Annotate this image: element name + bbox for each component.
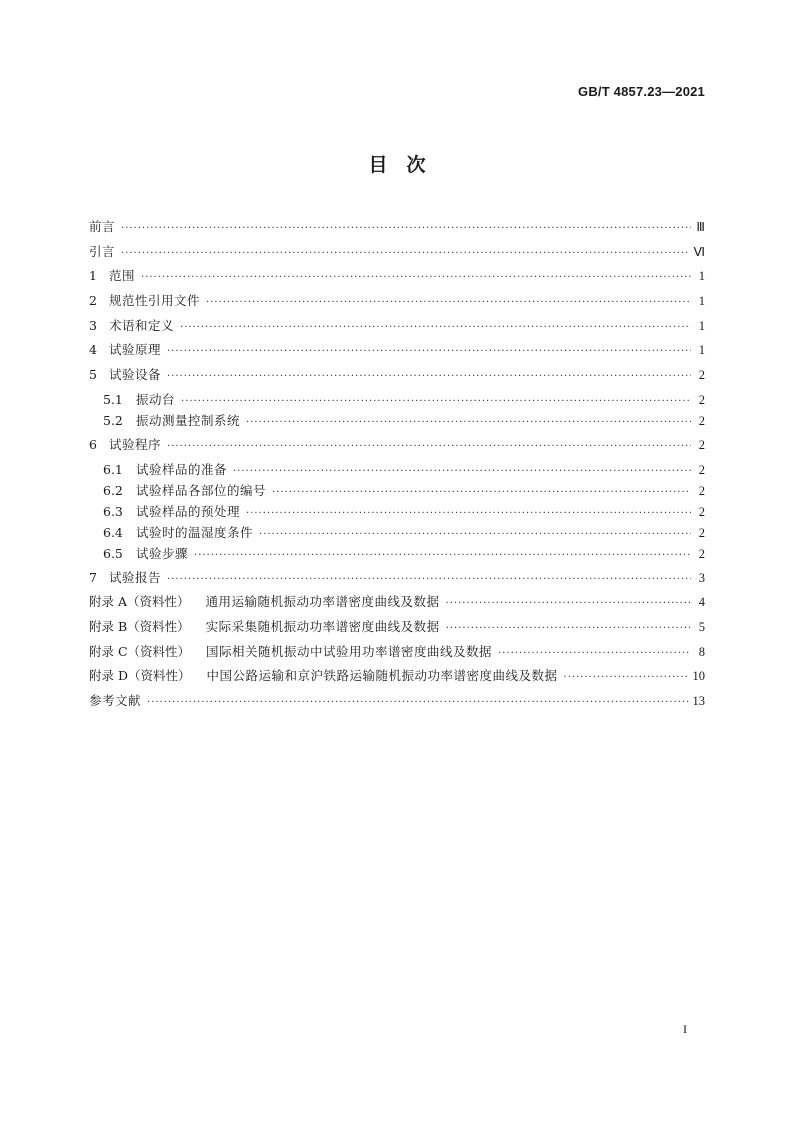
toc-entry[interactable] xyxy=(89,617,705,642)
toc-entry[interactable] xyxy=(89,666,705,691)
toc-entry-page: 2 xyxy=(698,392,705,407)
toc-subentry[interactable] xyxy=(89,411,705,432)
toc-entry[interactable] xyxy=(89,691,705,716)
table-of-contents xyxy=(89,217,705,716)
toc-entry-page: 5 xyxy=(698,619,705,634)
toc-entry-page: 2 xyxy=(698,525,705,540)
toc-subentry[interactable] xyxy=(89,544,705,565)
dot-leader xyxy=(180,322,691,333)
toc-entry-label: 试验时的温湿度条件 xyxy=(136,524,254,540)
dot-leader xyxy=(233,466,691,477)
toc-entry-page: Ⅵ xyxy=(693,244,705,259)
dot-leader xyxy=(194,550,691,561)
dot-leader xyxy=(141,272,691,283)
toc-entry-label: 试验样品各部位的编号 xyxy=(136,482,267,498)
toc-entry[interactable] xyxy=(89,435,705,460)
toc-entry-page: 2 xyxy=(698,368,705,383)
toc-entry-number: 6 xyxy=(89,436,97,452)
toc-entry-number: 5.2 xyxy=(103,412,123,428)
dot-leader xyxy=(446,623,691,634)
toc-entry-label: 国际相关随机振动中试验用功率谱密度曲线及数据 xyxy=(206,643,493,659)
toc-entry-page: 4 xyxy=(698,595,705,610)
toc-entry-page: 2 xyxy=(698,504,705,519)
toc-entry-label: 通用运输随机振动功率谱密度曲线及数据 xyxy=(205,594,440,610)
toc-entry-page: 1 xyxy=(698,318,705,333)
toc-entry-label: 前言 xyxy=(89,219,116,234)
toc-entry-page: 3 xyxy=(698,570,705,585)
toc-entry-page: 2 xyxy=(698,483,705,498)
toc-subentry[interactable] xyxy=(89,460,705,481)
dot-leader xyxy=(206,297,691,308)
toc-subentry[interactable] xyxy=(89,523,705,544)
toc-subentry[interactable] xyxy=(89,390,705,411)
toc-entry-label: 试验设备 xyxy=(109,367,162,383)
toc-entry[interactable] xyxy=(89,217,705,242)
toc-entry-number: 附录 B（资料性） xyxy=(89,618,190,634)
toc-entry-number: 7 xyxy=(89,569,97,585)
toc-entry-label: 试验样品的预处理 xyxy=(136,503,241,519)
toc-subentry[interactable] xyxy=(89,502,705,523)
standard-code: GB/T 4857.23—2021 xyxy=(578,84,705,99)
toc-entry[interactable] xyxy=(89,642,705,667)
dot-leader xyxy=(147,697,688,708)
toc-entry-label: 试验程序 xyxy=(109,436,162,452)
toc-entry-label: 试验报告 xyxy=(109,569,162,585)
toc-entry-number: 6.5 xyxy=(103,545,123,561)
dot-leader xyxy=(246,417,691,428)
toc-entry[interactable] xyxy=(89,568,705,593)
toc-entry-number: 6.1 xyxy=(103,461,123,477)
toc-entry-label: 试验样品的准备 xyxy=(136,461,228,477)
toc-entry-label: 参考文献 xyxy=(89,692,142,708)
dot-leader xyxy=(259,529,691,540)
toc-entry-page: 2 xyxy=(698,462,705,477)
dot-leader xyxy=(498,648,691,659)
toc-entry-label: 规范性引用文件 xyxy=(109,293,201,309)
dot-leader xyxy=(121,223,691,234)
toc-entry-label: 振动测量控制系统 xyxy=(136,412,241,428)
toc-entry-page: 1 xyxy=(698,343,705,358)
toc-entry[interactable] xyxy=(89,340,705,365)
toc-entry-number: 附录 A（资料性） xyxy=(89,594,190,610)
dot-leader xyxy=(181,396,691,407)
dot-leader xyxy=(167,574,691,585)
toc-entry-number: 附录 D（资料性） xyxy=(89,668,191,684)
dot-leader xyxy=(167,441,691,452)
toc-entry-label: 术语和定义 xyxy=(109,317,175,333)
toc-entry-number: 附录 C（资料性） xyxy=(89,643,191,659)
toc-entry-page: 2 xyxy=(698,413,705,428)
toc-entry-page: 13 xyxy=(692,693,705,708)
dot-leader xyxy=(446,598,691,609)
toc-entry-page: 1 xyxy=(698,294,705,309)
dot-leader xyxy=(167,371,691,382)
toc-entry-label: 引言 xyxy=(89,243,116,259)
toc-entry-label: 实际采集随机振动功率谱密度曲线及数据 xyxy=(205,618,440,634)
dot-leader xyxy=(272,487,691,498)
toc-entry[interactable] xyxy=(89,291,705,316)
toc-entry-page: Ⅲ xyxy=(696,220,705,234)
toc-title: 目 次 xyxy=(368,154,426,176)
toc-entry-label: 试验原理 xyxy=(109,342,162,358)
toc-entry[interactable] xyxy=(89,592,705,617)
toc-entry-label: 振动台 xyxy=(136,391,176,407)
toc-entry-label: 试验步骤 xyxy=(136,545,189,561)
dot-leader xyxy=(564,672,689,683)
toc-entry-number: 1 xyxy=(89,268,97,284)
dot-leader xyxy=(246,508,691,519)
toc-subentry[interactable] xyxy=(89,481,705,502)
toc-entry-label: 中国公路运输和京沪铁路运输随机振动功率谱密度曲线及数据 xyxy=(206,668,558,684)
toc-entry-number: 4 xyxy=(89,342,97,358)
toc-entry-page: 2 xyxy=(698,546,705,561)
toc-entry-number: 3 xyxy=(89,317,97,333)
toc-entry-number: 6.3 xyxy=(103,503,123,519)
toc-entry[interactable] xyxy=(89,365,705,390)
page-number: I xyxy=(683,1022,687,1036)
toc-entry-page: 10 xyxy=(692,669,705,684)
dot-leader xyxy=(121,248,689,259)
toc-entry-number: 6.2 xyxy=(103,482,123,498)
toc-entry-page: 8 xyxy=(698,644,705,659)
toc-entry-page: 2 xyxy=(698,437,705,452)
toc-entry[interactable] xyxy=(89,242,705,267)
dot-leader xyxy=(167,346,691,357)
toc-entry-number: 5 xyxy=(89,367,97,383)
toc-entry-number: 2 xyxy=(89,293,97,309)
toc-entry-number: 6.4 xyxy=(103,524,123,540)
toc-entry[interactable] xyxy=(89,316,705,341)
toc-entry-number: 5.1 xyxy=(103,391,123,407)
toc-entry[interactable] xyxy=(89,266,705,291)
toc-entry-label: 范围 xyxy=(109,268,136,284)
toc-entry-page: 1 xyxy=(698,269,705,284)
